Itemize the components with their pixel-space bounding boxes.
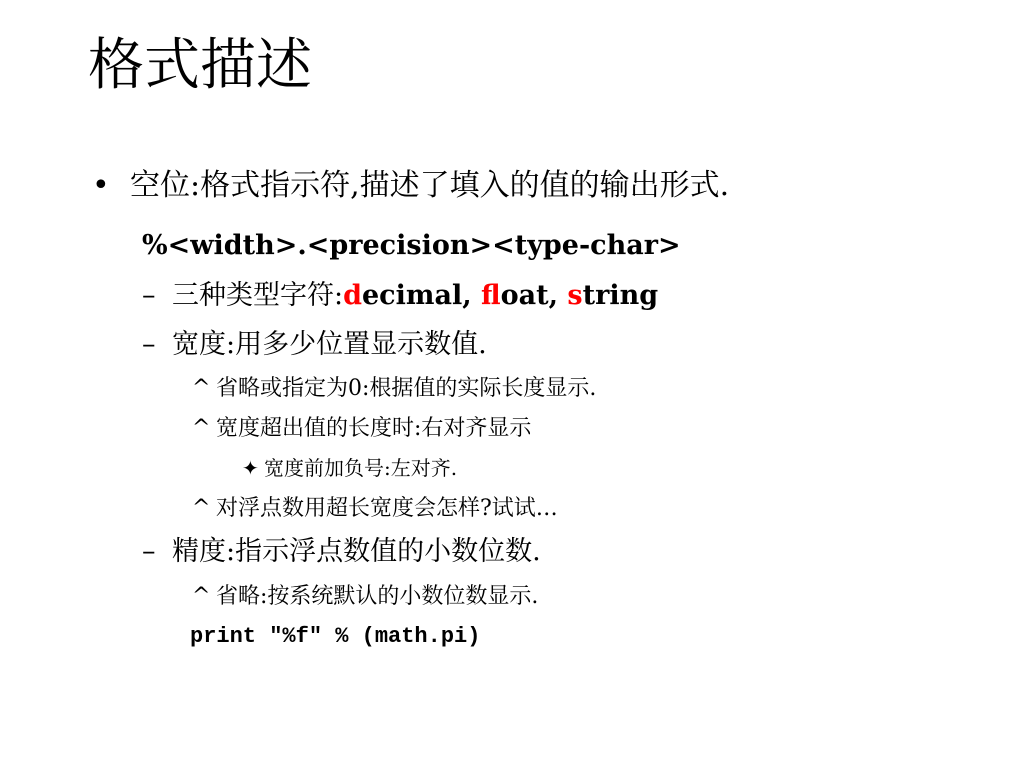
precision-text: 精度:指示浮点数值的小数位数. [172,536,541,567]
sub-item-type-chars [142,278,658,314]
caret-icon: ^ [192,416,211,441]
decimal-highlight: d [343,280,362,311]
sub-item-precision [142,534,541,570]
dash-icon: – [142,536,156,567]
sub-sub-item-float-width [192,494,558,524]
sub-sub-sub-item-negative [242,454,457,482]
code-example: print "%f" % (math.pi) [190,624,481,649]
bullet-dot-icon: • [92,168,110,203]
dash-icon: – [142,329,156,360]
sub-sub-item-omit-width [192,374,596,404]
float-highlight: f [481,280,501,311]
sub-sub-item-omit-precision [192,582,538,612]
sub-sub-item-exceed-width [192,414,531,444]
float-width-text: 对浮点数用超长宽度会怎样?试试… [216,496,558,521]
string-highlight: s [567,280,583,311]
dash-icon: – [142,280,156,311]
decimal-rest: ecimal, [362,280,481,311]
width-text: 宽度:用多少位置显示数值. [172,329,487,360]
slide-title: 格式描述 [88,33,312,98]
omit-width-text: 省略或指定为0:根据值的实际长度显示. [216,376,597,401]
four-point-star-icon: ✦ [242,456,259,480]
caret-icon: ^ [192,496,211,521]
omit-precision-text: 省略:按系统默认的小数位数显示. [216,584,539,609]
type-chars-prefix: 三种类型字符: [172,280,344,311]
caret-icon: ^ [192,584,211,609]
bullet-text: 空位:格式指示符,描述了填入的值的输出形式. [130,168,730,203]
negative-text: 宽度前加负号:左对齐. [264,456,458,480]
string-rest: tring [582,280,659,311]
sub-item-width [142,327,487,363]
caret-icon: ^ [192,376,211,401]
bullet-line-spacing [92,166,729,206]
format-syntax-line: %<width>.<precision><type-char> [142,230,681,261]
float-rest: loat, [500,280,568,311]
exceed-width-text: 宽度超出值的长度时:右对齐显示 [216,416,532,441]
